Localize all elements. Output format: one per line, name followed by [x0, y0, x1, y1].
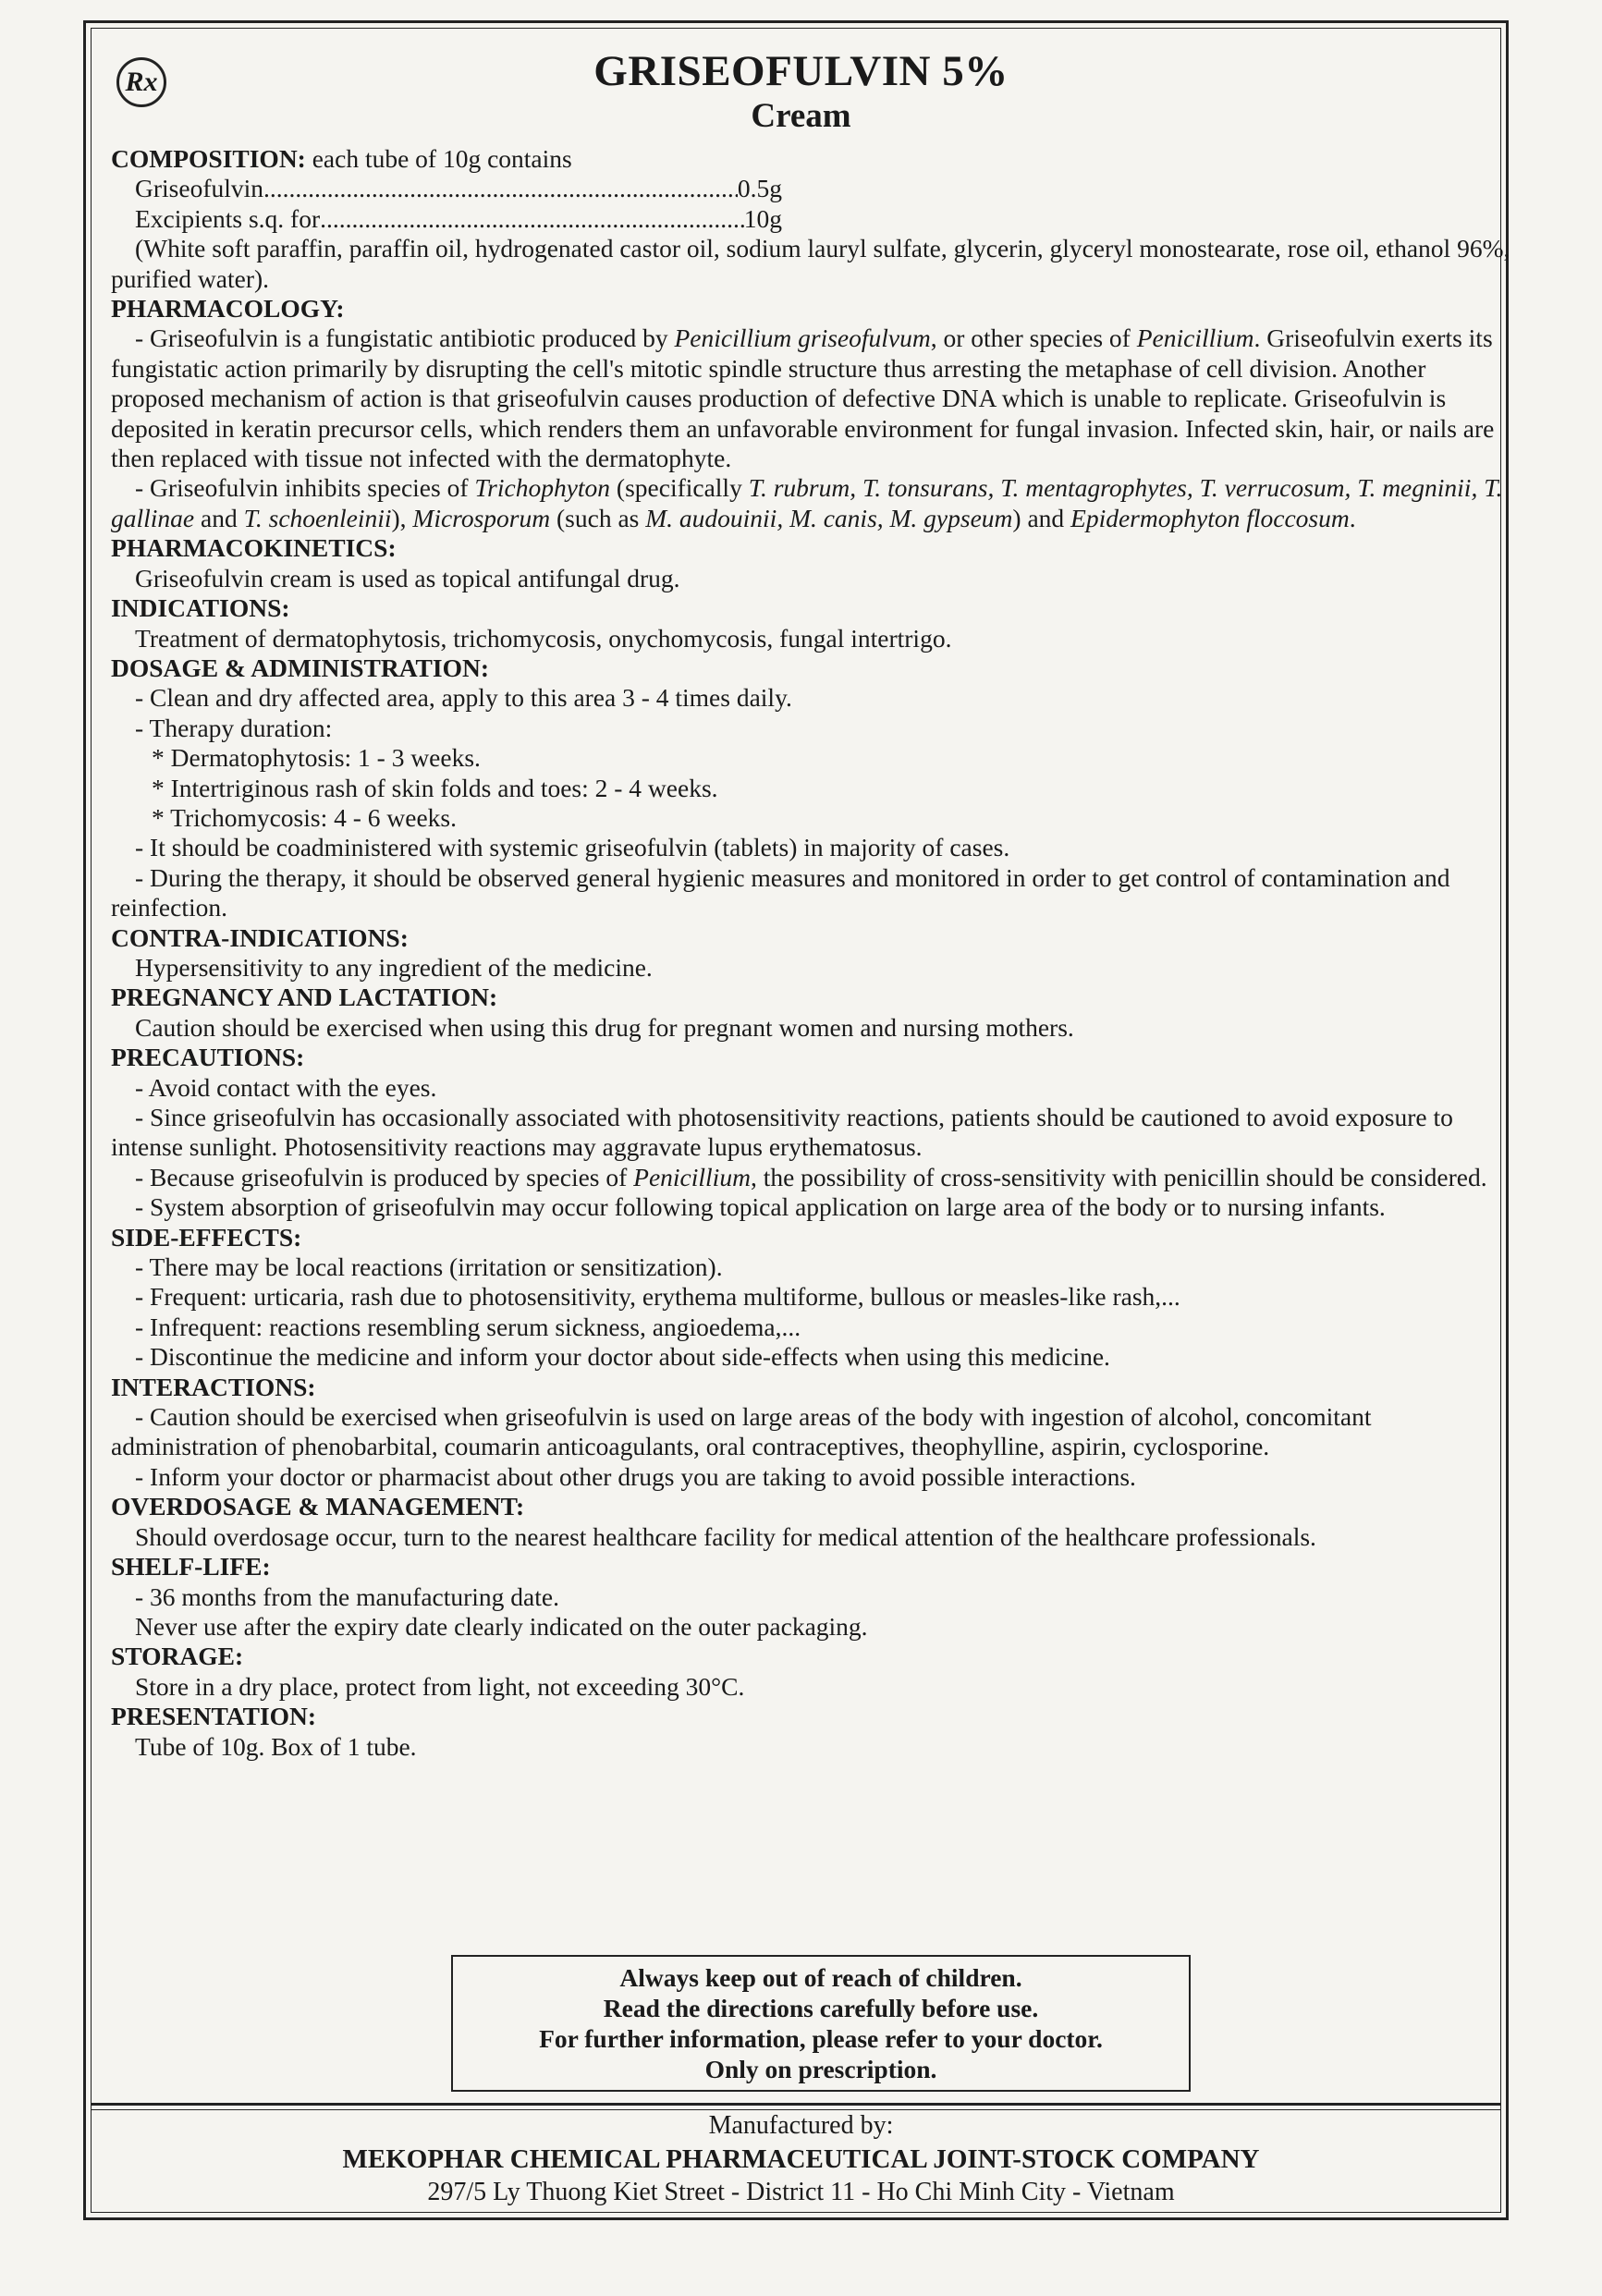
storage-heading: STORAGE: [111, 1642, 244, 1671]
warning-line: Read the directions carefully before use. [603, 1994, 1039, 2022]
interactions-heading: INTERACTIONS: [111, 1372, 316, 1401]
dosage-line: - Therapy duration: [135, 713, 333, 742]
product-form: Cream [751, 97, 851, 135]
dosage-line: * Intertriginous rash of skin folds and toes: 2 - 4 weeks. [152, 773, 718, 802]
company-address: 297/5 Ly Thuong Kiet Street - District 11 - Ho Chi Minh City - Vietnam [427, 2178, 1175, 2206]
side-effects-line: - Frequent: urticaria, rash due to photosensitivity, erythema multiforme, bullous or measles-like rash,... [135, 1282, 1180, 1312]
contraindications-text: Hypersensitivity to any ingredient of the medicine. [135, 952, 653, 982]
pharmacokinetics-text: Griseofulvin cream is used as topical antifungal drug. [135, 563, 680, 592]
footer-divider [91, 2103, 1501, 2106]
composition-section: COMPOSITION: each tube of 10g contains [111, 144, 572, 173]
manufacturer-footer [0, 2109, 1602, 2209]
overdosage-heading: OVERDOSAGE & MANAGEMENT: [111, 1492, 525, 1521]
warning-line: Always keep out of reach of children. [619, 1963, 1022, 1992]
precautions-line: - System absorption of griseofulvin may occur following topical application on large area of the body or to nursing infants. [135, 1192, 1386, 1222]
dosage-line: - During the therapy, it should be observed general hygienic measures and monitored in order to get control of contamination and reinfection. [111, 862, 1450, 922]
warning-line: Only on prescription. [704, 2055, 937, 2083]
shelf-life-line: Never use after the expiry date clearly indicated on the outer packaging. [135, 1611, 868, 1641]
dosage-heading: DOSAGE & ADMINISTRATION: [111, 653, 489, 682]
composition-item: Griseofulvin ..... 0.5g [111, 174, 782, 203]
pharmacology-paragraph: - Griseofulvin is a fungistatic antibiotic produced by Penicillium griseofulvum, or other species of Penicillium. Griseofulvin exerts its fungistatic action primarily by disrupting the cell's mitotic spindle structure thus arresting the metaphase of cell division. Another proposed mechanism of action is that griseofulvin causes production of defective DNA which is unable to replicate. Griseofulvin is deposited in keratin precursor cells, which renders them an unfavorable environment for fungal invasion. Infected skin, hair, or nails are then replaced with tissue not infected with the dermatophyte. [111, 324, 1495, 473]
rx-icon: Rx [116, 57, 166, 107]
indications-heading: INDICATIONS: [111, 593, 290, 623]
contraindications-heading: CONTRA-INDICATIONS: [111, 922, 409, 952]
pharmacology-paragraph: - Griseofulvin inhibits species of Trichophyton (specifically T. rubrum, T. tonsurans, T. mentagrophytes, T. verrucosum, T. megninii, T. gallinae and T. schoenleinii), Microsporum (such as M. audouinii, M. canis, M. gypseum) and Epidermophyton floccosum. [111, 473, 1503, 532]
presentation-text: Tube of 10g. Box of 1 tube. [135, 1731, 417, 1761]
shelf-life-heading: SHELF-LIFE: [111, 1552, 271, 1582]
presentation-heading: PRESENTATION: [111, 1702, 317, 1731]
precautions-line: - Since griseofulvin has occasionally associated with photosensitivity reactions, patients should be cautioned to avoid exposure to intense sunlight. Photosensitivity reactions may aggravate lupus erythematosus. [111, 1103, 1453, 1162]
warning-box [451, 1955, 1191, 2092]
company-name: MEKOPHAR CHEMICAL PHARMACEUTICAL JOINT-STOCK COMPANY [342, 2144, 1260, 2174]
indications-text: Treatment of dermatophytosis, trichomycosis, onychomycosis, fungal intertrigo. [135, 623, 952, 653]
warning-line: For further information, please refer to your doctor. [539, 2024, 1103, 2053]
interactions-line: - Caution should be exercised when griseofulvin is used on large areas of the body with ingestion of alcohol, concomitant administration of phenobarbital, coumarin anticoagulants, oral contraceptives, theophylline, aspirin, cyclosporine. [111, 1402, 1372, 1461]
leaflet-body [111, 144, 1516, 1762]
side-effects-heading: SIDE-EFFECTS: [111, 1222, 302, 1252]
manufactured-by-label: Manufactured by: [708, 2111, 894, 2140]
pharmacology-heading: PHARMACOLOGY: [111, 294, 345, 324]
dosage-line: * Dermatophytosis: 1 - 3 weeks. [152, 743, 481, 773]
interactions-line: - Inform your doctor or pharmacist about other drugs you are taking to avoid possible interactions. [135, 1461, 1136, 1491]
side-effects-line: - Discontinue the medicine and inform your doctor about side-effects when using this medicine. [135, 1342, 1110, 1372]
dosage-line: - It should be coadministered with systemic griseofulvin (tablets) in majority of cases. [135, 833, 1010, 862]
pharmacokinetics-heading: PHARMACOKINETICS: [111, 533, 397, 563]
dosage-line: * Trichomycosis: 4 - 6 weeks. [152, 802, 457, 832]
dosage-line: - Clean and dry affected area, apply to this area 3 - 4 times daily. [135, 683, 792, 713]
storage-text: Store in a dry place, protect from light, not exceeding 30°C. [135, 1671, 745, 1701]
composition-item: Excipients s.q. for ..... 10g [111, 204, 782, 234]
pregnancy-heading: PREGNANCY AND LACTATION: [111, 983, 498, 1012]
overdosage-text: Should overdosage occur, turn to the nearest healthcare facility for medical attention of the healthcare professionals. [135, 1521, 1316, 1551]
side-effects-line: - Infrequent: reactions resembling serum sickness, angioedema,... [135, 1312, 801, 1341]
product-title: GRISEOFULVIN 5% [593, 47, 1009, 95]
precautions-heading: PRECAUTIONS: [111, 1043, 305, 1072]
precautions-line: - Avoid contact with the eyes. [135, 1072, 437, 1102]
precautions-line: - Because griseofulvin is produced by species of Penicillium, the possibility of cross-sensitivity with penicillin should be considered. [135, 1162, 1487, 1191]
composition-heading: COMPOSITION: [111, 144, 306, 173]
excipients-list: (White soft paraffin, paraffin oil, hydrogenated castor oil, sodium lauryl sulfate, glycerin, glyceryl monostearate, rose oil, ethanol 96%, purified water). [111, 234, 1510, 293]
shelf-life-line: - 36 months from the manufacturing date. [135, 1582, 559, 1611]
pregnancy-text: Caution should be exercised when using this drug for pregnant women and nursing mothers. [135, 1012, 1074, 1042]
side-effects-line: - There may be local reactions (irritation or sensitization). [135, 1252, 723, 1282]
